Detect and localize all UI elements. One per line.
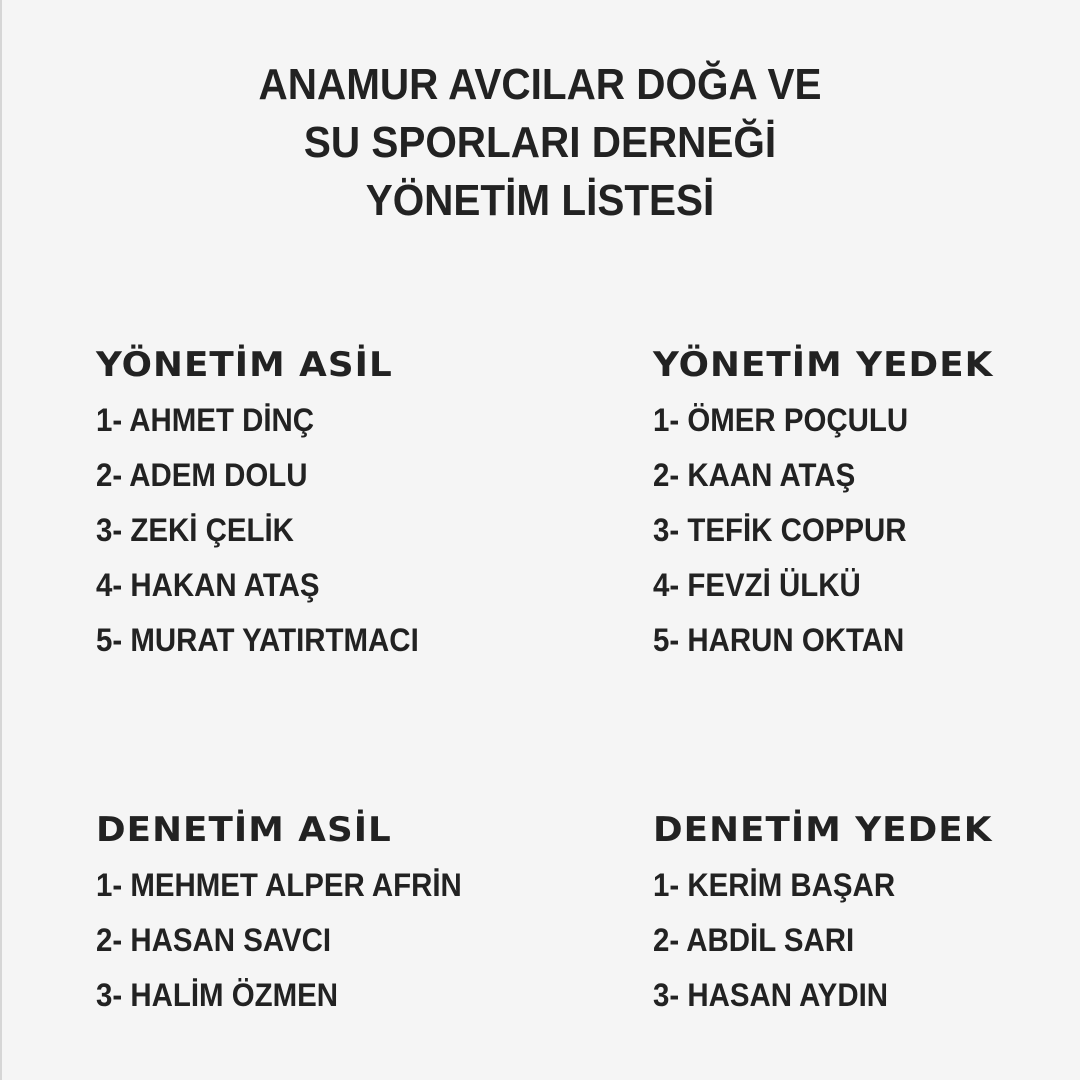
list-item: 1- ÖMER POÇULU [653, 402, 909, 438]
section-heading: YÖNETİM YEDEK [653, 345, 994, 385]
list-item: 4- FEVZİ ÜLKÜ [653, 567, 861, 603]
list-item: 5- MURAT YATIRTMACI [96, 622, 419, 658]
list-item: 3- TEFİK COPPUR [653, 512, 907, 548]
list-item: 2- ABDİL SARI [653, 922, 855, 958]
section-heading: DENETİM YEDEK [653, 810, 993, 850]
list-item: 4- HAKAN ATAŞ [96, 567, 320, 603]
section-heading: DENETİM ASİL [96, 810, 392, 850]
list-item: 3- HALİM ÖZMEN [96, 977, 339, 1013]
title-line-1: ANAMUR AVCILAR DOĞA VE [258, 60, 822, 109]
list-item: 5- HARUN OKTAN [653, 622, 905, 658]
section-denetim-yedek [653, 810, 993, 1023]
list-item: 3- ZEKİ ÇELİK [96, 512, 294, 548]
section-denetim-asil [96, 810, 494, 1023]
list-item: 1- KERİM BAŞAR [653, 867, 896, 903]
list-item: 1- AHMET DİNÇ [96, 402, 315, 438]
list-item: 3- HASAN AYDIN [653, 977, 889, 1013]
title-line-3: YÖNETİM LİSTESİ [365, 176, 715, 225]
section-yonetim-asil [96, 345, 447, 668]
list-item: 1- MEHMET ALPER AFRİN [96, 867, 462, 903]
title-line-2: SU SPORLARI DERNEĞİ [303, 118, 777, 167]
list-item: 2- KAAN ATAŞ [653, 457, 856, 493]
section-yonetim-yedek [653, 345, 994, 668]
list-item: 2- ADEM DOLU [96, 457, 308, 493]
list-item: 2- HASAN SAVCI [96, 922, 332, 958]
page-title [0, 56, 1080, 230]
section-heading: YÖNETİM ASİL [96, 345, 393, 385]
